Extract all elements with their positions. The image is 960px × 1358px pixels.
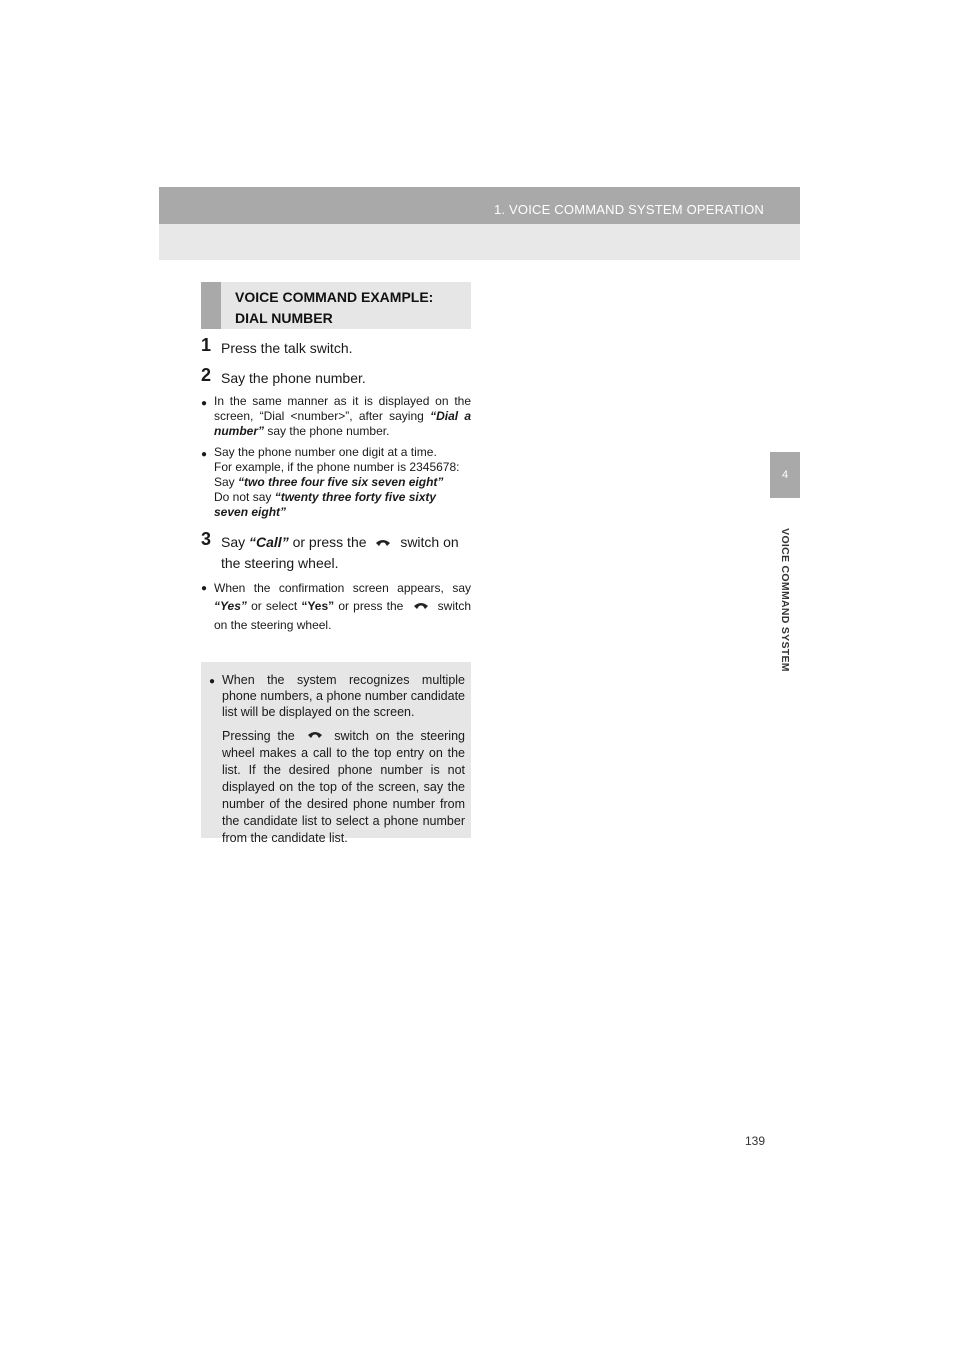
bullet-text: say the phone number. xyxy=(267,424,390,438)
bullet-text: For example, if the phone number is 2345678: xyxy=(214,460,460,474)
voice-command: “twenty three forty five sixty seven eight” xyxy=(214,490,437,519)
voice-command: “two three four five six seven eight” xyxy=(238,475,444,489)
voice-command: “Call” xyxy=(249,534,289,550)
phone-icon xyxy=(408,598,434,616)
section-title-line1: VOICE COMMAND EXAMPLE: xyxy=(235,289,434,305)
bullet-text: or press the xyxy=(338,599,404,614)
section-heading xyxy=(201,282,471,329)
step-3 xyxy=(201,529,471,573)
note-text: switch on the steering wheel makes a call to the top entry on the list. If the desired phone number is not displayed on the top of the screen, say the number of the desired phone number from the candidate list to select a phone number from the candidate list. xyxy=(222,729,465,846)
bullet-text: Say xyxy=(214,475,235,489)
step-number: 3 xyxy=(201,529,212,549)
chapter-tab: 4 xyxy=(770,452,800,498)
bullet-dot-icon: ● xyxy=(209,676,216,687)
step-2 xyxy=(201,365,471,388)
note-text: When the system recognizes multiple phone numbers, a phone number candidate list will be displayed on the screen. xyxy=(222,673,465,719)
heading-accent xyxy=(201,282,221,329)
bullet-dot-icon: ● xyxy=(201,398,208,409)
bullet-text: Say the phone number one digit at a time. xyxy=(214,445,437,459)
phone-icon xyxy=(370,533,396,553)
bullet-text: switch on the steering wheel. xyxy=(214,599,472,633)
list-item xyxy=(201,445,471,520)
step-text: or press the xyxy=(292,534,367,550)
bullet-dot-icon: ● xyxy=(201,449,208,460)
note-box xyxy=(201,662,471,846)
header-title: 1. VOICE COMMAND SYSTEM OPERATION xyxy=(493,202,764,217)
list-item xyxy=(201,579,471,634)
chapter-label: VOICE COMMAND SYSTEM xyxy=(779,528,791,672)
note-text: Pressing the xyxy=(222,729,295,743)
list-item xyxy=(209,672,465,720)
section-title xyxy=(235,287,433,329)
step-text: Say xyxy=(221,534,246,550)
yes-option: “Yes” xyxy=(301,599,335,614)
list-item xyxy=(201,394,471,439)
bullet-dot-icon: ● xyxy=(201,583,208,595)
phone-icon xyxy=(302,728,328,745)
bullet-text: In the same manner as it is displayed on the screen, “Dial <number>”, after saying xyxy=(214,394,471,423)
section-title-line2: DIAL NUMBER xyxy=(235,310,333,326)
step-number: 1 xyxy=(201,335,212,355)
voice-command: “Yes” xyxy=(214,599,247,614)
bullet-text: When the confirmation screen appears, say xyxy=(214,581,471,596)
voice-command: “Dial a number” xyxy=(214,409,472,438)
step-1 xyxy=(201,335,471,358)
bullet-text: Do not say xyxy=(214,490,272,504)
instructions xyxy=(201,335,472,640)
step-text: Press the talk switch. xyxy=(221,340,353,356)
bullet-text: or select xyxy=(251,599,298,614)
step-text: switch on the steering wheel. xyxy=(221,534,459,572)
step-text: Say the phone number. xyxy=(221,370,366,386)
note-paragraph xyxy=(209,728,465,847)
header-bar xyxy=(159,187,800,224)
header-subbar xyxy=(159,224,800,260)
step-number: 2 xyxy=(201,365,212,385)
page-number: 139 xyxy=(745,1134,766,1148)
